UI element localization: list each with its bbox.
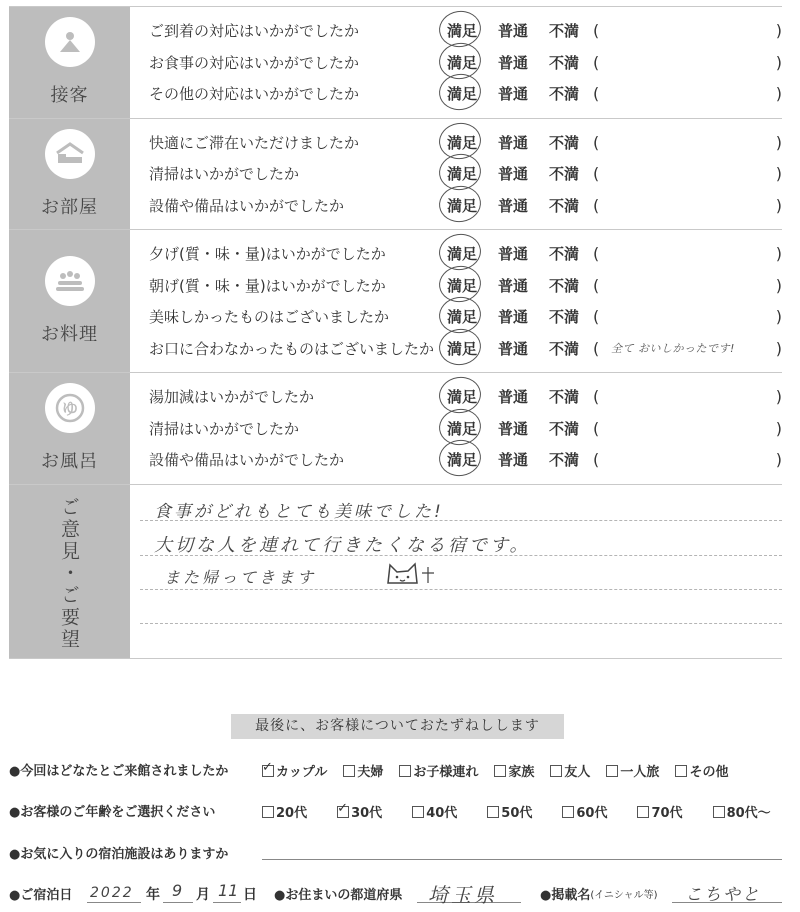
stay-month: 9 — [172, 881, 183, 900]
checkbox-icon[interactable] — [399, 765, 411, 777]
option-60代[interactable] — [562, 802, 607, 821]
room-icon — [45, 129, 95, 179]
option-dissatisfied[interactable]: 不満 — [549, 451, 580, 470]
section-2 — [9, 229, 782, 372]
close-paren: ) — [775, 195, 782, 215]
option-satisfied[interactable]: 満足 — [445, 195, 498, 216]
question-text: 夕げ(質・味・量)はいかがでしたか — [149, 245, 386, 264]
option-normal[interactable]: 普通 — [498, 196, 529, 215]
option-normal[interactable]: 普通 — [498, 165, 529, 184]
option-satisfied[interactable]: 満足 — [445, 52, 498, 73]
option-normal[interactable]: 普通 — [498, 308, 529, 327]
question-text: 設備や備品はいかがでしたか — [149, 196, 345, 215]
option-label: 60代 — [576, 806, 608, 821]
option-一人旅[interactable] — [606, 761, 659, 780]
question-row — [130, 158, 782, 190]
checkbox-checked-icon[interactable] — [337, 806, 349, 818]
option-dissatisfied[interactable]: 不満 — [549, 245, 580, 264]
option-label: 夫婦 — [357, 765, 384, 780]
option-label: 友人 — [564, 765, 591, 780]
option-30代[interactable] — [337, 802, 382, 821]
circle-mark — [437, 72, 484, 113]
checkbox-icon[interactable] — [637, 806, 649, 818]
name-label-note: (イニシャル等) — [590, 890, 658, 901]
option-satisfied[interactable]: 満足 — [445, 20, 498, 41]
option-dissatisfied[interactable]: 不満 — [549, 419, 580, 438]
option-dissatisfied[interactable]: 不満 — [549, 276, 580, 295]
residence-label: ●お住まいの都道府県 — [274, 888, 403, 903]
checkbox-icon[interactable] — [713, 806, 725, 818]
dish-icon — [45, 256, 95, 306]
month-unit: 月 — [196, 887, 210, 903]
question-row — [130, 444, 782, 476]
name-label-text: ●掲載名 — [540, 888, 591, 903]
option-normal[interactable]: 普通 — [498, 419, 529, 438]
option-その他[interactable] — [675, 761, 728, 780]
section-title: お部屋 — [41, 196, 98, 218]
open-paren: ( — [593, 387, 600, 407]
circle-mark — [437, 183, 484, 224]
opinion-body[interactable] — [130, 485, 782, 658]
cat-doodle-icon — [384, 559, 442, 589]
option-dissatisfied[interactable]: 不満 — [549, 339, 580, 358]
option-label: 70代 — [651, 806, 683, 821]
close-paren: ) — [775, 418, 782, 438]
question-row — [130, 238, 782, 270]
circle-mark — [437, 438, 484, 479]
option-satisfied[interactable]: 満足 — [445, 163, 498, 184]
favorite-question: ●お気に入りの宿泊施設はありますか — [9, 847, 229, 862]
section-3 — [9, 372, 782, 484]
question-row — [130, 78, 782, 110]
month-line — [163, 902, 193, 903]
year-line — [87, 902, 141, 903]
open-paren: ( — [593, 84, 600, 104]
checkbox-icon[interactable] — [562, 806, 574, 818]
checkbox-icon[interactable] — [675, 765, 687, 777]
close-paren: ) — [775, 164, 782, 184]
option-label: カップル — [276, 765, 328, 780]
checkbox-icon[interactable] — [487, 806, 499, 818]
question-row — [130, 190, 782, 222]
option-label: お子様連れ — [413, 765, 479, 780]
option-satisfied[interactable]: 満足 — [445, 418, 498, 439]
opinion-title: ご意見・ご要望 — [58, 496, 80, 651]
option-70代[interactable] — [637, 802, 682, 821]
closing-banner: 最後に、お客様についておたずねしします — [231, 714, 564, 739]
checkbox-icon[interactable] — [606, 765, 618, 777]
option-dissatisfied[interactable]: 不満 — [549, 85, 580, 104]
question-text: 美味しかったものはございましたか — [149, 308, 390, 327]
age-options — [262, 802, 800, 821]
option-dissatisfied[interactable]: 不満 — [549, 196, 580, 215]
option-お子様連れ[interactable] — [399, 761, 478, 780]
close-paren: ) — [775, 307, 782, 327]
option-satisfied[interactable]: 満足 — [445, 83, 498, 104]
stay-year: 2022 — [90, 885, 134, 901]
opinion-line-3: また帰ってきます — [164, 567, 317, 587]
open-paren: ( — [593, 275, 600, 295]
open-paren: ( — [593, 132, 600, 152]
option-normal[interactable]: 普通 — [498, 22, 529, 41]
question-text: 設備や備品はいかがでしたか — [149, 451, 345, 470]
option-カップル[interactable] — [262, 761, 327, 780]
question-text: お食事の対応はいかがでしたか — [149, 53, 360, 72]
close-paren: ) — [775, 338, 782, 358]
favorite-answer-line[interactable] — [262, 859, 782, 860]
option-80代〜[interactable] — [713, 802, 771, 821]
open-paren: ( — [593, 307, 600, 327]
question-row — [130, 381, 782, 413]
question-text: 清掃はいかがでしたか — [149, 165, 300, 184]
open-paren: ( — [593, 21, 600, 41]
option-dissatisfied[interactable]: 不満 — [549, 133, 580, 152]
open-paren: ( — [593, 52, 600, 72]
person-icon — [45, 17, 95, 67]
question-text: 朝げ(質・味・量)はいかがでしたか — [149, 276, 386, 295]
option-satisfied[interactable]: 満足 — [445, 386, 498, 407]
option-20代[interactable] — [262, 802, 307, 821]
close-paren: ) — [775, 21, 782, 41]
option-normal[interactable]: 普通 — [498, 451, 529, 470]
companion-question: ●今回はどなたとご来館されましたか — [9, 764, 229, 779]
checkbox-checked-icon[interactable] — [262, 765, 274, 777]
question-text: 快適にご滞在いただけましたか — [149, 133, 360, 152]
option-normal[interactable]: 普通 — [498, 339, 529, 358]
opinion-section — [9, 484, 782, 659]
companion-options — [262, 761, 744, 780]
option-satisfied[interactable]: 満足 — [445, 243, 498, 264]
question-text: 清掃はいかがでしたか — [149, 419, 300, 438]
option-satisfied[interactable]: 満足 — [445, 306, 498, 327]
section-1 — [9, 118, 782, 230]
option-dissatisfied[interactable]: 不満 — [549, 388, 580, 407]
name-label — [540, 884, 658, 903]
day-unit: 日 — [243, 887, 257, 903]
option-label: 一人旅 — [620, 765, 660, 780]
question-text: 湯加減はいかがでしたか — [149, 388, 315, 407]
close-paren: ) — [775, 450, 782, 470]
checkbox-icon[interactable] — [343, 765, 355, 777]
option-normal[interactable]: 普通 — [498, 388, 529, 407]
option-50代[interactable] — [487, 802, 532, 821]
open-paren: ( — [593, 450, 600, 470]
section-label — [9, 373, 130, 484]
question-row — [130, 15, 782, 47]
option-dissatisfied[interactable]: 不満 — [549, 53, 580, 72]
svg-text:ゆ: ゆ — [61, 399, 78, 419]
close-paren: ) — [775, 52, 782, 72]
option-satisfied[interactable]: 満足 — [445, 275, 498, 296]
option-夫婦[interactable] — [343, 761, 383, 780]
close-paren: ) — [775, 84, 782, 104]
option-家族[interactable] — [494, 761, 534, 780]
question-row — [130, 333, 782, 365]
section-label — [9, 7, 130, 118]
opinion-line-1: 食事がどれもとても美味でした! — [154, 501, 444, 522]
option-dissatisfied[interactable]: 不満 — [549, 165, 580, 184]
question-text: ご到着の対応はいかがでしたか — [149, 22, 360, 41]
option-normal[interactable]: 普通 — [498, 133, 529, 152]
question-row — [130, 301, 782, 333]
checkbox-icon[interactable] — [550, 765, 562, 777]
option-normal[interactable]: 普通 — [498, 276, 529, 295]
option-normal[interactable]: 普通 — [498, 245, 529, 264]
open-paren: ( — [593, 164, 600, 184]
age-question: ●お客様のご年齢をご選択ください — [9, 805, 216, 820]
survey-table — [9, 6, 782, 659]
option-dissatisfied[interactable]: 不満 — [549, 22, 580, 41]
section-title: 接客 — [50, 85, 89, 107]
close-paren: ) — [775, 275, 782, 295]
year-unit: 年 — [146, 887, 160, 903]
option-label: 家族 — [508, 765, 535, 780]
name-value: こちやと — [685, 885, 761, 905]
section-label — [9, 230, 130, 372]
opinion-line-2: 大切な人を連れて行きたくなる宿です。 — [154, 534, 531, 556]
comment-text[interactable]: 全て おいしかったです! — [611, 342, 735, 356]
option-satisfied[interactable]: 満足 — [445, 132, 498, 153]
open-paren: ( — [593, 195, 600, 215]
opinion-label — [9, 485, 130, 658]
section-title: お料理 — [41, 324, 98, 345]
close-paren: ) — [775, 244, 782, 264]
option-label: その他 — [689, 765, 729, 780]
option-label: 30代 — [351, 806, 383, 821]
question-text: その他の対応はいかがでしたか — [149, 85, 360, 104]
checkbox-icon[interactable] — [494, 765, 506, 777]
section-title: お風呂 — [41, 451, 98, 473]
stay-date-label: ●ご宿泊日 — [9, 888, 73, 903]
question-text: お口に合わなかったものはございましたか — [149, 339, 435, 358]
dotted-line — [140, 623, 782, 624]
option-友人[interactable] — [550, 761, 590, 780]
open-paren: ( — [593, 338, 600, 358]
dotted-line — [140, 589, 782, 590]
option-label: 50代 — [501, 806, 533, 821]
circle-mark — [437, 326, 484, 367]
option-label: 20代 — [276, 806, 308, 821]
option-normal[interactable]: 普通 — [498, 85, 529, 104]
option-label: 80代〜 — [726, 806, 771, 821]
option-40代[interactable] — [412, 802, 457, 821]
onsen-icon — [45, 383, 95, 433]
section-0 — [9, 6, 782, 118]
checkbox-icon[interactable] — [412, 806, 424, 818]
close-paren: ) — [775, 132, 782, 152]
option-satisfied[interactable]: 満足 — [445, 449, 498, 470]
open-paren: ( — [593, 418, 600, 438]
option-label: 40代 — [426, 806, 458, 821]
close-paren: ) — [775, 387, 782, 407]
residence-value: 埼玉県 — [428, 883, 497, 907]
option-normal[interactable]: 普通 — [498, 53, 529, 72]
section-label — [9, 119, 130, 230]
checkbox-icon[interactable] — [262, 806, 274, 818]
option-dissatisfied[interactable]: 不満 — [549, 308, 580, 327]
day-line — [213, 902, 241, 903]
option-satisfied[interactable]: 満足 — [445, 338, 498, 359]
stay-day: 11 — [218, 881, 239, 900]
open-paren: ( — [593, 244, 600, 264]
